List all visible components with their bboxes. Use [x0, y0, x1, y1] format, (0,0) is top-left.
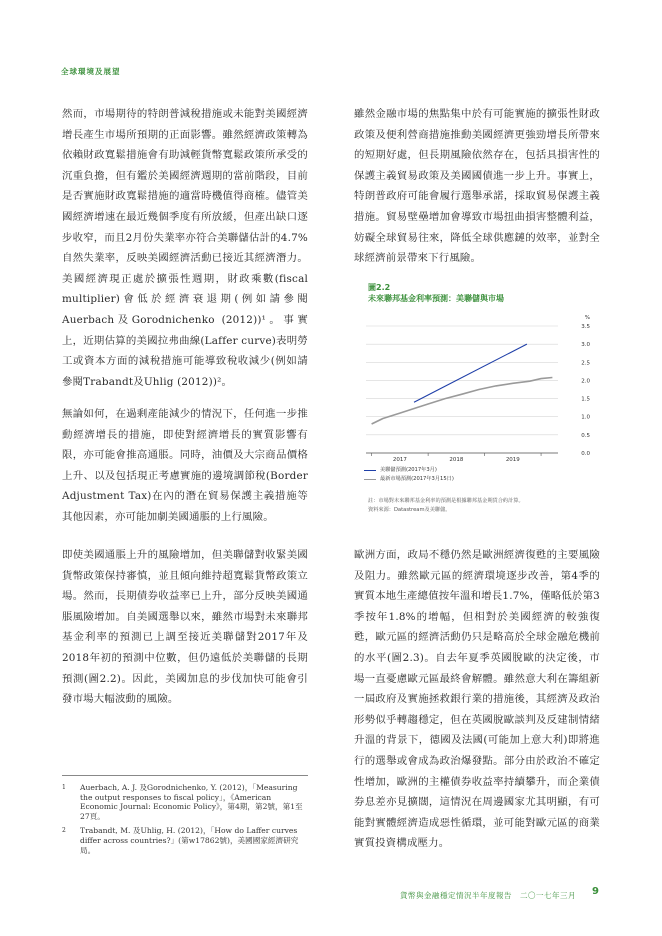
figure-title [368, 282, 504, 304]
running-footer: 貨幣與金融穩定情況半年度報告 二〇一七年三月 [400, 891, 576, 900]
legend-label: 美聯儲預測(2017年3月) [380, 467, 437, 473]
figure-note: 註：市場對未來聯邦基金利率的預測是根據聯邦基金期貨合約計算。 [368, 498, 524, 504]
y-tick-label: 2.0 [581, 378, 590, 385]
figure-notes [368, 497, 524, 514]
x-tick-label: 2018 [449, 457, 464, 463]
y-tick-label: 0.5 [581, 432, 590, 439]
series-line-market [372, 378, 553, 425]
y-tick-label: 0.0 [581, 451, 590, 457]
figure-source: 資料來源：Datastream及美聯儲。 [368, 506, 451, 513]
legend-swatch-market [364, 479, 376, 480]
footnote [62, 783, 308, 821]
footnote-text: Auerbach, A. J. 及Gorodnichenko, Y. (2012)，「Measuring the output responses to fiscal policy」，《American Economic Journal: Economic Policy》，第4期，第2號，第1至27頁。 [80, 783, 303, 821]
footnote-number: 1 [62, 784, 66, 791]
x-tick-label: 2017 [392, 457, 407, 463]
legend-label: 最新市場預測(2017年3月15日) [380, 476, 454, 482]
body-paragraph: 無論如何，在過剩產能減少的情況下，任何進一步推動經濟增長的措施，即使對經濟增長的實質影響有限，亦可能會推高通脹。同時，油價及大宗商品價格上升、以及包括現正考慮實施的邊境調節稅(Border Adjustment Tax)在內的潛在貿易保護主義措施等其他因素，亦可能加劇美國通脹的上行風險。 [62, 408, 308, 523]
footnote-divider [62, 775, 308, 776]
line-chart [360, 308, 605, 466]
body-paragraph: 即使美國通脹上升的風險增加，但美聯儲對收緊美國貨幣政策保持審慎，並且傾向維持超寬鬆貨幣政策立場。然而，長期債券收益率已上升，部分反映美國通脹風險增加。自美國選舉以來，雖然市場對未來聯邦基金利率的預測已上調至接近美聯儲對2017年及2018年初的預測中位數，但仍遠低於美聯儲的長期預測(圖2.2)。因此，美國加息的步伐加快可能會引發市場大幅波動的風險。 [62, 549, 308, 706]
body-paragraph: 雖然金融市場的焦點集中於有可能實施的擴張性財政政策及便利營商措施推動美國經濟更強勁增長所帶來的短期好處，但長期風險依然存在，包括具損害性的保護主義貿易政策及美國國債進一步上升。事實上，特朗普政府可能會履行選舉承諾，採取貿易保護主義措施。貿易壁壘增加會導致市場扭曲損害整體利益，妨礙全球貿易往來，降低全球供應鏈的效率，並對全球經濟前景帶來下行風險。 [354, 108, 600, 265]
series-line-fed [414, 344, 527, 402]
legend-item [364, 466, 454, 475]
body-paragraph: 歐洲方面，政局不穩仍然是歐洲經濟復甦的主要風險及阻力。雖然歐元區的經濟環境逐步改善，第4季的實質本地生產總值按年溫和增長1.7%，僅略低於第3季按年1.8%的增幅，但相對於美國經濟的較強復甦，歐元區的經濟活動仍只是略高於全球金融危機前的水平(圖2.3)。自去年夏季英國脫歐的決定後，市場一直憂慮歐元區最終會解體。雖然意大利在籌組新一屆政府及實施拯救銀行業的措施後，其經濟及政治形勢似乎轉趨穩定，但在英國脫歐談判及反建制情緒升溫的背景下，德國及法國(可能加上意大利)即將進行的選舉或會成為政治爆發點。部分由於政治不確定性增加，歐洲的主權債券收益率持續攀升，而企業債券息差亦見擴闊，這情況在周邊國家尤其明顯，有可能對實體經濟造成惡性循環，並可能對歐元區的商業實質投資構成壓力。 [354, 549, 600, 850]
y-axis-unit: % [584, 315, 590, 321]
body-paragraph: 然而，市場期待的特朗普減稅措施或未能對美國經濟增長產生市場所預期的正面影響。雖然經濟政策轉為依賴財政寬鬆措施會有助減輕貨幣寬鬆政策所承受的沉重負擔，但有鑑於美國經濟週期的當前階段，目前是否實施財政寬鬆措施的適當時機值得商榷。儘管美國經濟增速在最近幾個季度有所放緩，但產出缺口逐步收窄，而且2月份失業率亦符合美聯儲估計的4.7%自然失業率，反映美國經濟活動已接近其經濟潛力。美國經濟現正處於擴張性週期，財政乘數(fiscal multiplier)會低於經濟衰退期(例如請參閱Auerbach及Gorodnichenko (2012))¹。事實上，近期估算的美國拉弗曲線(Laffer curve)表明勞工或資本方面的減稅措施可能導致稅收減少(例如請參閱Trabandt及Uhlig (2012))²。 [62, 108, 308, 388]
legend-item [364, 475, 454, 484]
figure-label: 圖2.2 [368, 283, 391, 292]
y-tick-label: 1.5 [581, 396, 590, 403]
legend-swatch-fed [364, 470, 376, 471]
footnote [62, 826, 308, 855]
x-tick-label: 2019 [505, 457, 520, 463]
y-tick-label: 2.5 [581, 360, 590, 367]
page-number: 9 [592, 886, 599, 897]
footnote-text: Trabandt, M. 及Uhlig, H. (2012)，「How do Laffer curves differ across countries?」(第w17862號)，美國國家經濟研究局。 [80, 826, 299, 855]
footnote-number: 2 [62, 827, 66, 835]
footnotes [62, 783, 308, 860]
y-tick-label: 3.5 [581, 324, 590, 330]
figure-caption: 未來聯邦基金利率預測：美聯儲與市場 [368, 294, 504, 303]
y-tick-label: 1.0 [581, 414, 590, 421]
y-tick-label: 3.0 [581, 342, 590, 349]
running-header: 全球環境及展望 [61, 67, 121, 76]
chart-legend [364, 466, 454, 484]
